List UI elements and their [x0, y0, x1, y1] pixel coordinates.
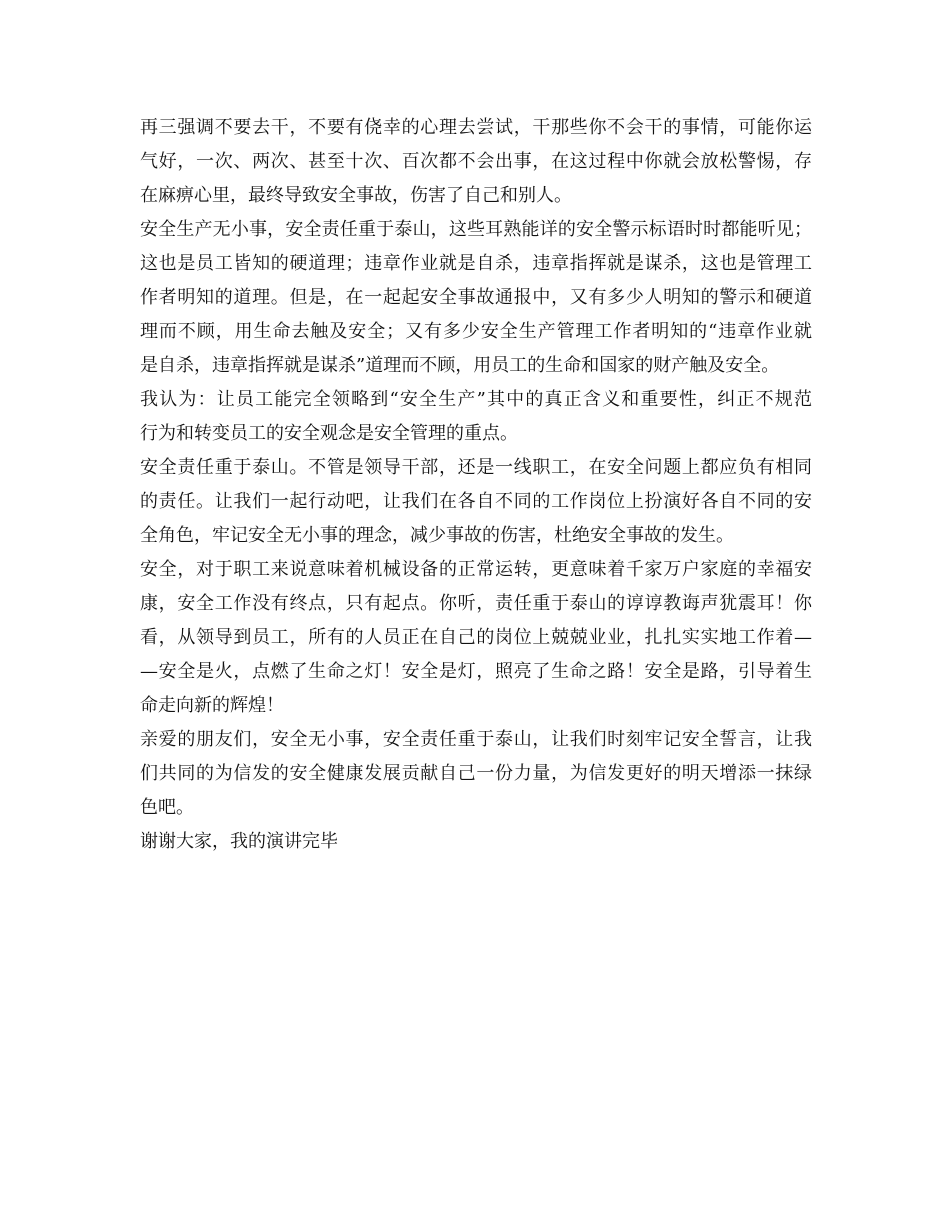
- text-line: 色吧。: [140, 797, 194, 818]
- text-line: 安全责任重于泰山。不管是领导干部，还是一线职工，在安全问题上都应负有相同: [140, 457, 812, 478]
- closing-line: [140, 825, 812, 859]
- text-line: —安全是火，点燃了生命之灯！安全是灯，照亮了生命之路！安全是路，引导着生: [140, 661, 812, 682]
- text-line: 安全，对于职工来说意味着机械设备的正常运转，更意味着千家万户家庭的幸福安: [140, 559, 812, 580]
- text-line: 全角色，牢记安全无小事的理念，减少事故的伤害，杜绝安全事故的发生。: [140, 525, 734, 546]
- text-line: 我认为：让员工能完全领略到“安全生产”其中的真正含义和重要性，纠正不规范: [140, 389, 812, 410]
- document-body: [140, 111, 812, 859]
- paragraph-2: [140, 213, 812, 383]
- text-line: 的责任。让我们一起行动吧，让我们在各自不同的工作岗位上扮演好各自不同的安: [140, 491, 812, 512]
- text-line: 再三强调不要去干，不要有侥幸的心理去尝试，干那些你不会干的事情，可能你运: [140, 117, 812, 138]
- paragraph-3: [140, 383, 812, 451]
- text-line: 在麻痹心里，最终导致安全事故，伤害了自己和别人。: [140, 185, 572, 206]
- paragraph-4: [140, 451, 812, 553]
- text-line: 作者明知的道理。但是，在一起起安全事故通报中，又有多少人明知的警示和硬道: [140, 287, 812, 308]
- text-line: 这也是员工皆知的硬道理；违章作业就是自杀，违章指挥就是谋杀，这也是管理工: [140, 253, 812, 274]
- text-line: 康，安全工作没有终点，只有起点。你听，责任重于泰山的谆谆教诲声犹震耳！你: [140, 593, 812, 614]
- text-line: 理而不顾，用生命去触及安全；又有多少安全生产管理工作者明知的“违章作业就: [140, 321, 812, 342]
- text-line: 谢谢大家，我的演讲完毕: [140, 831, 338, 852]
- paragraph-1: [140, 111, 812, 213]
- text-line: 们共同的为信发的安全健康发展贡献自己一份力量，为信发更好的明天增添一抹绿: [140, 763, 812, 784]
- text-line: 安全生产无小事，安全责任重于泰山，这些耳熟能详的安全警示标语时时都能听见；: [140, 219, 812, 240]
- text-line: 看，从领导到员工，所有的人员正在自己的岗位上兢兢业业，扎扎实实地工作着—: [140, 627, 812, 648]
- text-line: 气好，一次、两次、甚至十次、百次都不会出事，在这过程中你就会放松警惕，存: [140, 151, 812, 172]
- text-line: 亲爱的朋友们，安全无小事，安全责任重于泰山，让我们时刻牢记安全誓言，让我: [140, 729, 812, 750]
- paragraph-6: [140, 723, 812, 825]
- text-line: 行为和转变员工的安全观念是安全管理的重点。: [140, 423, 518, 444]
- paragraph-5: [140, 553, 812, 723]
- text-line: 命走向新的辉煌！: [140, 695, 284, 716]
- text-line: 是自杀，违章指挥就是谋杀”道理而不顾，用员工的生命和国家的财产触及安全。: [140, 355, 780, 376]
